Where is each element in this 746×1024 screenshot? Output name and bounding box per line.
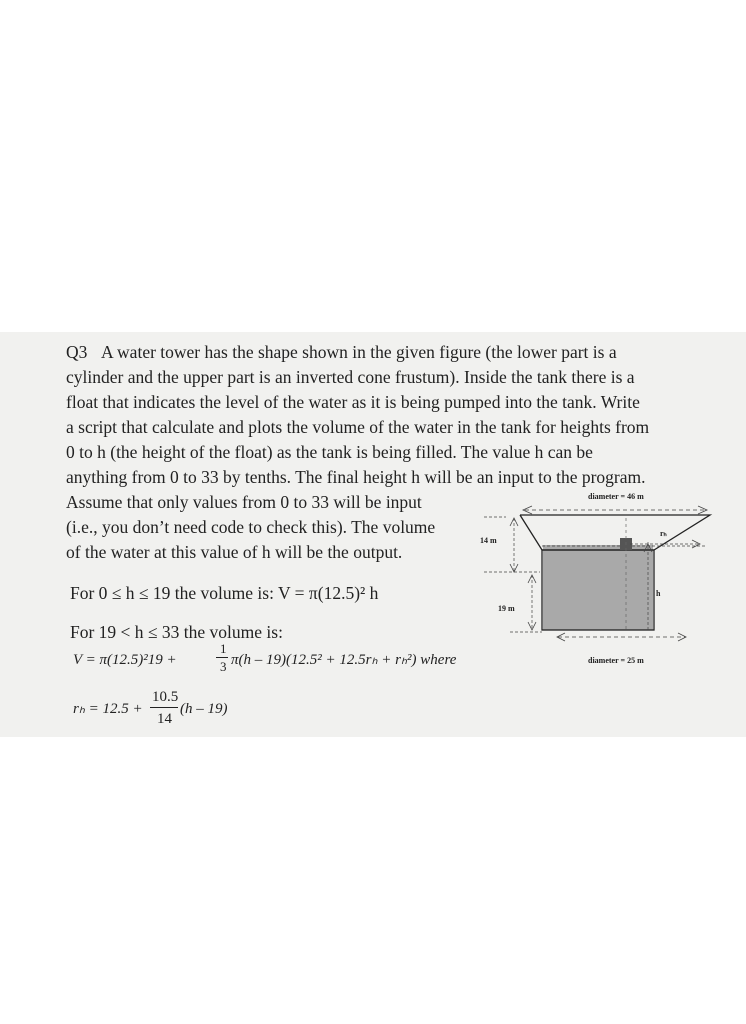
question-line-7: Assume that only values from 0 to 33 will be input [66, 492, 422, 512]
cone-height-label: 14 m [480, 536, 497, 545]
volume-formula-rest: π(h – 19)(12.5² + 12.5rₕ + rₕ²) where [231, 652, 457, 668]
question-line-4: a script that calculate and plots the volume of the water in the tank for heights from [66, 417, 650, 437]
question-line-5: 0 to h (the height of the float) as the tank is being filled. The value h can be [66, 442, 593, 462]
bottom-diameter-label: diameter = 25 m [588, 656, 644, 665]
rh-formula-rest: (h – 19) [180, 701, 228, 717]
tank-water-fill [543, 545, 653, 630]
question-line-1: A water tower has the shape shown in the given figure (the lower part is a [101, 342, 617, 362]
third-denominator: 3 [220, 659, 227, 674]
question-line-6: anything from 0 to 33 by tenths. The final height h will be an input to the program. [66, 467, 646, 487]
third-numerator: 1 [220, 641, 227, 656]
h-label: h [656, 589, 661, 598]
formula-case-1: For 0 ≤ h ≤ 19 the volume is: V = π(12.5)² h [70, 583, 379, 603]
rh-fraction-bar [150, 707, 178, 708]
third-fraction-bar [216, 657, 228, 658]
rh-formula-start: rₕ = 12.5 + [73, 701, 143, 717]
question-number: Q3 [66, 342, 88, 362]
water-tower-diagram [470, 480, 730, 680]
volume-formula-start: V = π(12.5)²19 + [73, 652, 177, 668]
question-line-8: (i.e., you don’t need code to check this). The volume [66, 517, 436, 537]
rh-denominator: 14 [157, 711, 172, 727]
formula-case-2: For 19 < h ≤ 33 the volume is: [70, 622, 283, 642]
rh-label: rₕ [660, 529, 667, 538]
question-line-2: cylinder and the upper part is an inverted cone frustum). Inside the tank there is a [66, 367, 635, 387]
cylinder-height-label: 19 m [498, 604, 515, 613]
rh-numerator: 10.5 [152, 689, 179, 705]
frustum-outline [520, 515, 710, 550]
question-line-9: of the water at this value of h will be the output. [66, 542, 403, 562]
question-line-3: float that indicates the level of the water as it is being pumped into the tank. Write [66, 392, 640, 412]
top-diameter-label: diameter = 46 m [588, 492, 644, 501]
